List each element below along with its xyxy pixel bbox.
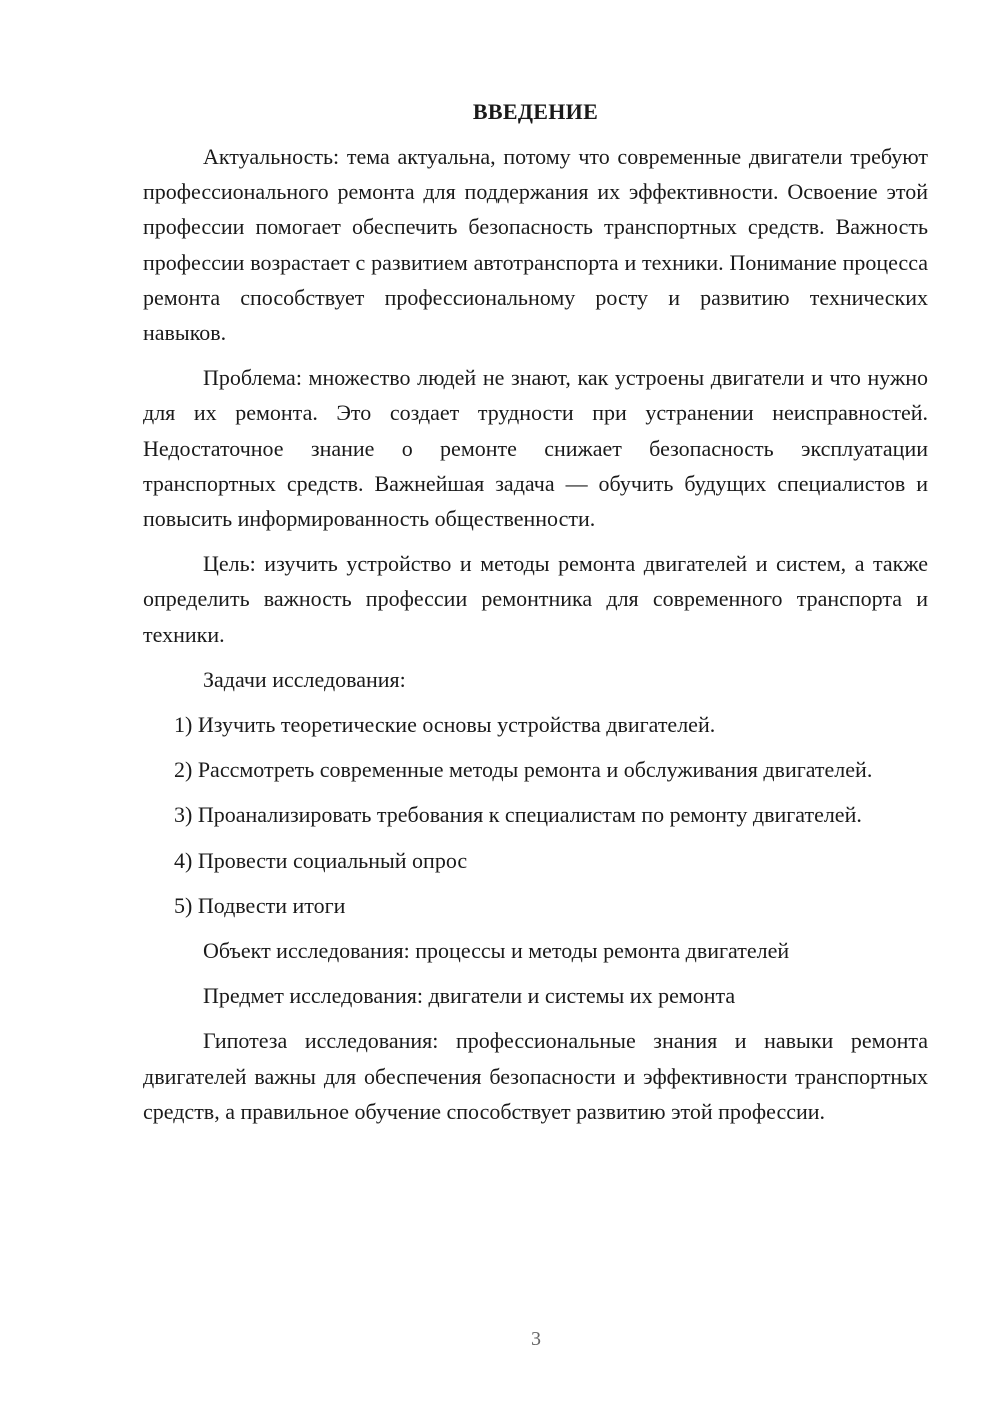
- page-number: 3: [531, 1328, 541, 1350]
- task-item-1: 1) Изучить теоретические основы устройства двигателей.: [174, 712, 716, 738]
- document-page: [143, 94, 928, 1129]
- tasks-heading: Задачи исследования:: [203, 666, 406, 692]
- hypothesis-paragraph: Гипотеза исследования: профессиональные знания и навыки ремонта двигателей важны для обеспечения безопасности и эффективности транспортных средств, а правильное обучение способствует развитию этой профессии.: [143, 1028, 928, 1124]
- subject-paragraph: Предмет исследования: двигатели и системы их ремонта: [203, 983, 736, 1009]
- relevance-paragraph: Актуальность: тема актуальна, потому что современные двигатели требуют профессионального ремонта для поддержания их эффективности. Освоение этой профессии помогает обеспечить безопасность транспортных средств. Важность профессии возрастает с развитием автотранспорта и техники. Понимание процесса ремонта способствует профессиональному росту и развитию технических навыков.: [143, 144, 928, 346]
- task-item-4: 4) Провести социальный опрос: [174, 847, 468, 873]
- object-paragraph: Объект исследования: процессы и методы ремонта двигателей: [203, 938, 790, 964]
- task-item-5: 5) Подвести итоги: [174, 892, 346, 918]
- problem-paragraph: Проблема: множество людей не знают, как устроены двигатели и что нужно для их ремонта. Это создает трудности при устранении неисправностей. Недостаточное знание о ремонте снижает безопасность эксплуатации транспортных средств. Важнейшая задача — обучить будущих специалистов и повысить информированность общественности.: [143, 365, 928, 532]
- document-title: ВВЕДЕНИЕ: [472, 99, 599, 124]
- task-item-2: 2) Рассмотреть современные методы ремонта и обслуживания двигателей.: [174, 757, 873, 783]
- goal-paragraph: Цель: изучить устройство и методы ремонта двигателей и систем, а также определить важность профессии ремонтника для современного транспорта и техники.: [143, 551, 928, 647]
- task-item-3: 3) Проанализировать требования к специалистам по ремонту двигателей.: [174, 802, 862, 828]
